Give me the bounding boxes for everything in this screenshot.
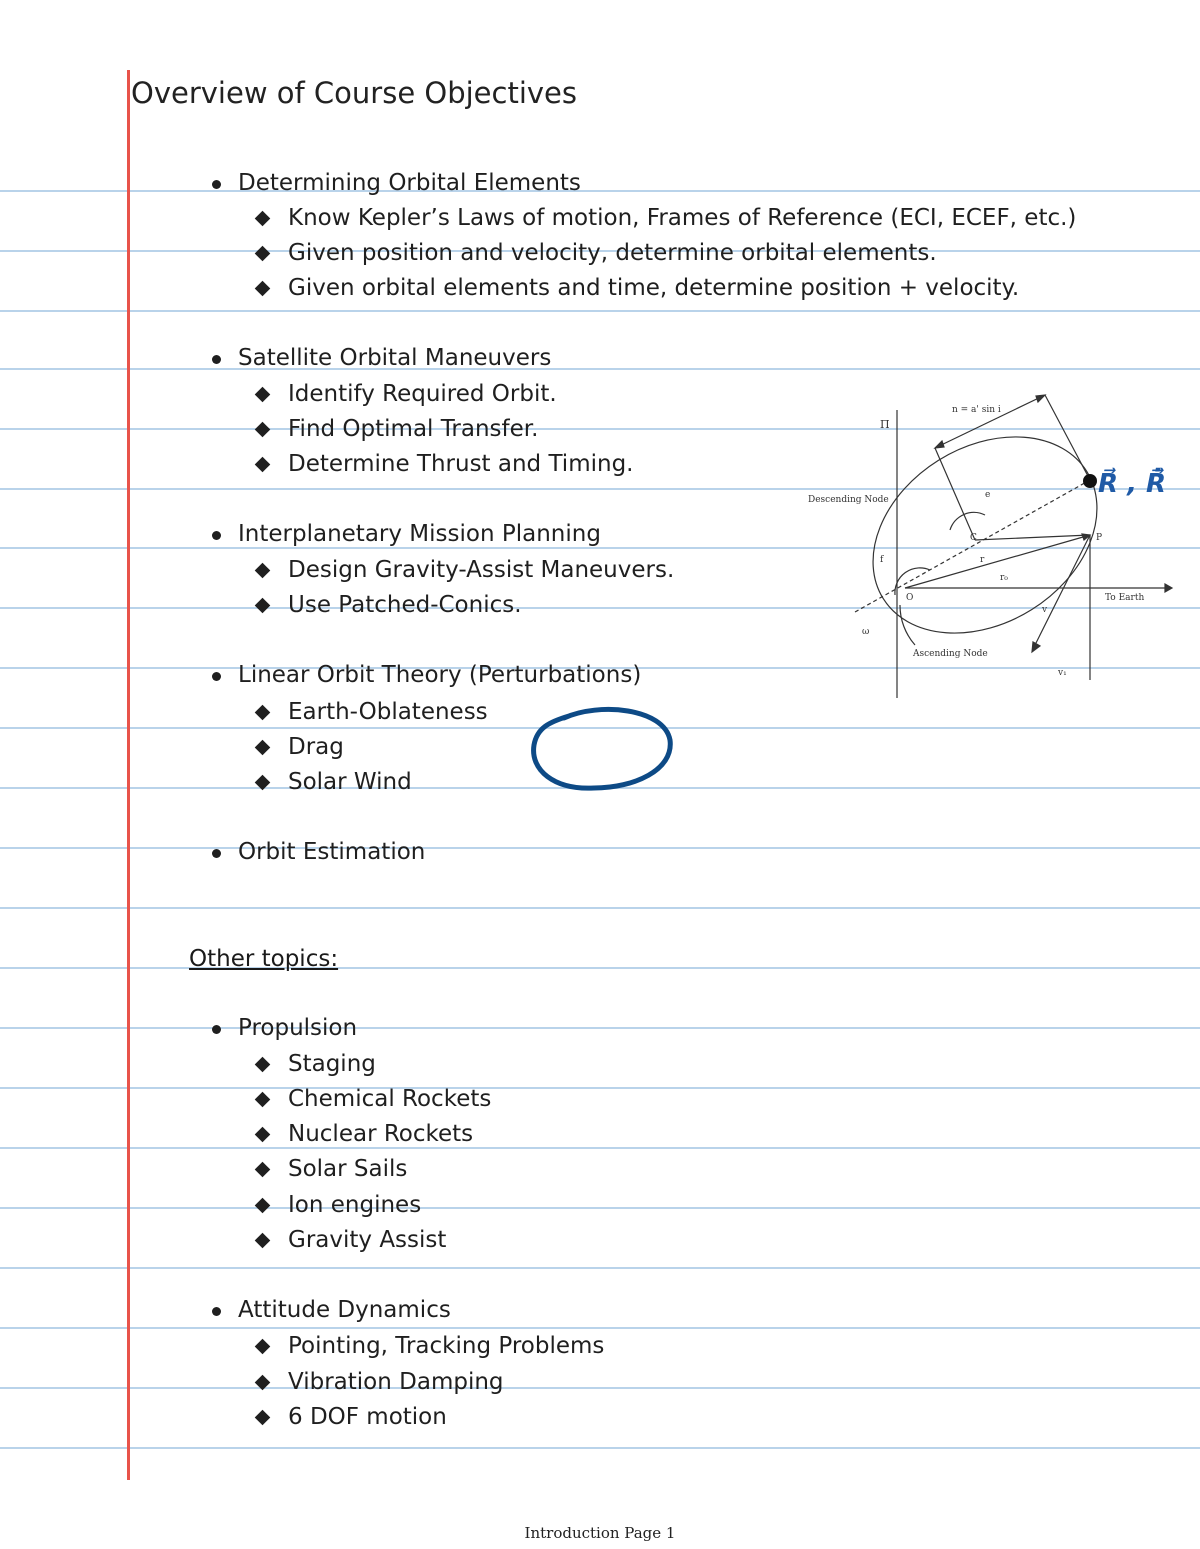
v1-label: v₁ (1058, 668, 1067, 678)
objective-item: Satellite Orbital Maneuvers (238, 345, 552, 371)
bullet-icon (212, 849, 221, 858)
omega-label: ω (862, 627, 870, 637)
ascending-node-label: Ascending Node (913, 649, 988, 659)
page-title: Overview of Course Objectives (131, 76, 578, 110)
e-label: e (985, 490, 991, 500)
bullet-icon (212, 1025, 221, 1034)
r0-label: r₀ (1000, 573, 1008, 583)
semi-axis-label: n = a' sin i (952, 405, 1001, 415)
objective-item: Determining Orbital Elements (238, 170, 581, 196)
v-label: v (1042, 605, 1048, 615)
c-label: C (970, 533, 977, 543)
objective-subitem: Given orbital elements and time, determine position + velocity. (288, 275, 1020, 301)
topic-subitem: Pointing, Tracking Problems (288, 1333, 605, 1359)
bullet-icon (212, 1307, 221, 1316)
r-label: r (980, 555, 985, 565)
other-topics-heading: Other topics: (189, 946, 339, 972)
handdrawn-circle-mark (524, 700, 684, 800)
objective-subitem: Solar Wind (288, 769, 412, 795)
bullet-icon (212, 531, 221, 540)
axis-label: Π (880, 418, 890, 431)
objective-subitem: Drag (288, 734, 344, 760)
topic-subitem: 6 DOF motion (288, 1404, 447, 1430)
objective-subitem: Know Kepler’s Laws of motion, Frames of Reference (ECI, ECEF, etc.) (288, 205, 1077, 231)
objective-item: Linear Orbit Theory (Perturbations) (238, 662, 642, 688)
topic-item: Attitude Dynamics (238, 1297, 451, 1323)
r-vector (905, 535, 1090, 588)
objective-item: Orbit Estimation (238, 839, 426, 865)
topic-subitem: Chemical Rockets (288, 1086, 492, 1112)
satellite-dot-icon (1083, 474, 1097, 488)
o-label: O (906, 593, 914, 603)
objective-subitem: Find Optimal Transfer. (288, 416, 539, 442)
p-label: P (1096, 533, 1103, 543)
f-label: f (880, 555, 884, 565)
to-earth-label: To Earth (1105, 593, 1145, 603)
objective-subitem: Earth-Oblateness (288, 699, 488, 725)
topic-subitem: Solar Sails (288, 1156, 408, 1182)
topic-subitem: Gravity Assist (288, 1227, 447, 1253)
topic-subitem: Nuclear Rockets (288, 1121, 474, 1147)
bullet-icon (212, 355, 221, 364)
objective-subitem: Design Gravity-Assist Maneuvers. (288, 557, 675, 583)
objective-subitem: Given position and velocity, determine orbital elements. (288, 240, 937, 266)
objective-subitem: Use Patched-Conics. (288, 592, 522, 618)
velocity-vector (1035, 535, 1090, 645)
notebook-margin-line (127, 70, 130, 1480)
orbit-diagram (800, 380, 1190, 710)
descending-node-label: Descending Node (808, 495, 889, 505)
to-earth-arrowhead (1165, 584, 1172, 592)
topic-subitem: Vibration Damping (288, 1369, 504, 1395)
topic-subitem: Staging (288, 1051, 376, 1077)
objective-subitem: Identify Required Orbit. (288, 381, 557, 407)
bullet-icon (212, 180, 221, 189)
page-footer: Introduction Page 1 (524, 1524, 676, 1542)
position-velocity-annotation: R⃗ , R⃗̇ (1098, 469, 1167, 499)
objective-item: Interplanetary Mission Planning (238, 521, 601, 547)
topic-item: Propulsion (238, 1015, 358, 1041)
objective-subitem: Determine Thrust and Timing. (288, 451, 634, 477)
bullet-icon (212, 672, 221, 681)
topic-subitem: Ion engines (288, 1192, 422, 1218)
